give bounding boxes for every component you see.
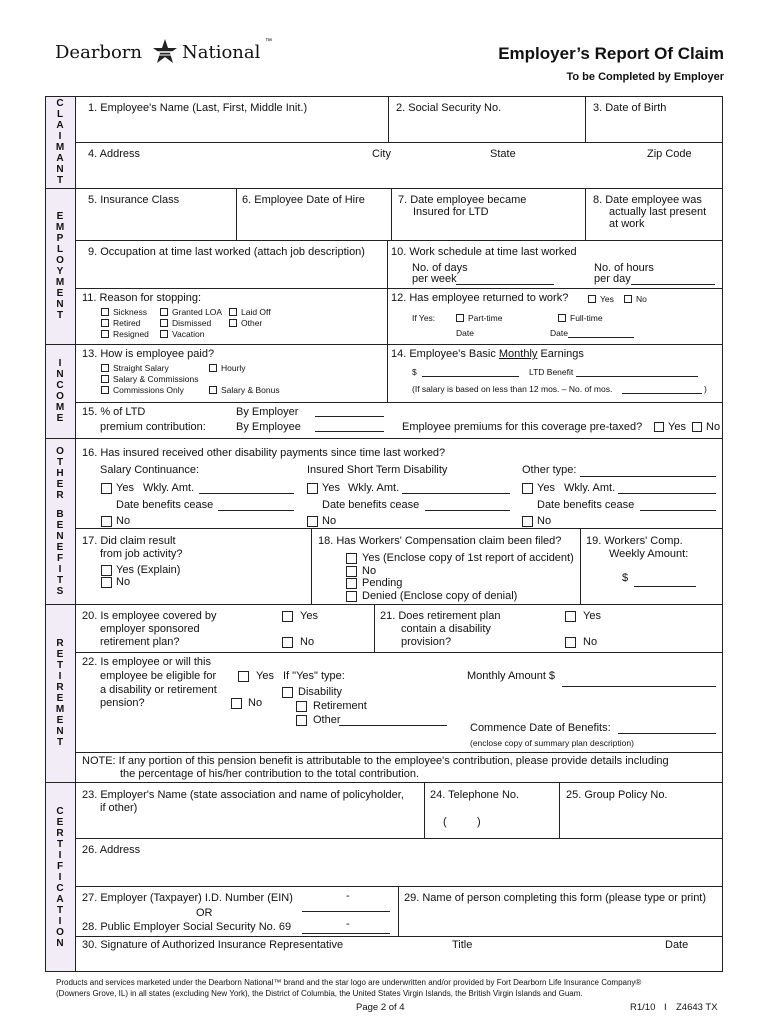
label-monthly-amount: Monthly Amount $: [467, 670, 556, 682]
label-other-wkly: Wkly. Amt.: [564, 482, 616, 494]
field-cert-address[interactable]: 26. Address: [82, 844, 141, 856]
input-hours-line[interactable]: [631, 284, 715, 285]
label-retired: Retired: [113, 318, 141, 328]
field-pension-eligible-c: a disability or retirement: [100, 684, 217, 696]
label-part-time-date: Date: [456, 328, 474, 338]
logo-text-right: National: [182, 42, 261, 63]
field-last-present-c: at work: [609, 218, 645, 230]
checkbox-salary-cont-yes[interactable]: [101, 483, 112, 494]
label-wc-no: No: [362, 565, 377, 577]
label-disability-provision-no: No: [583, 636, 598, 648]
field-disability-provision-b: contain a disability: [401, 623, 491, 635]
label-salary-continuance: Salary Continuance:: [100, 464, 200, 476]
footer-revision: R1/10: [630, 1002, 656, 1013]
label-days-a: No. of days: [412, 262, 468, 274]
checkbox-other-yes[interactable]: [522, 483, 533, 494]
field-workers-comp-filed: 18. Has Workers' Compensation claim been filed?: [318, 535, 562, 547]
field-ssn[interactable]: 2. Social Security No.: [396, 102, 502, 114]
label-hourly: Hourly: [221, 363, 246, 373]
label-commissions-only: Commissions Only: [113, 385, 184, 395]
label-std-yes: Yes: [322, 482, 340, 494]
input-salary-cont-cease[interactable]: [218, 510, 294, 511]
label-wc-denied: Denied (Enclose copy of denial): [362, 590, 518, 602]
field-date-of-birth[interactable]: 3. Date of Birth: [593, 102, 667, 114]
field-claim-job-activity-a: 17. Did claim result: [82, 535, 176, 547]
label-pension-no: No: [248, 697, 263, 709]
checkbox-vacation[interactable]: [160, 330, 168, 338]
label-commence-date: Commence Date of Benefits:: [470, 722, 611, 734]
label-hours-b: per day: [594, 273, 631, 285]
label-wc-dollar: $: [622, 572, 629, 584]
field-retirement-plan-b: employer sponsored: [100, 623, 200, 635]
field-retirement-plan-a: 20. Is employee covered by: [82, 610, 217, 622]
input-commence-date[interactable]: [618, 733, 716, 734]
field-claim-job-activity-b: from job activity?: [100, 548, 183, 560]
field-employer-name-b: if other): [100, 802, 138, 814]
input-earnings[interactable]: [422, 376, 519, 377]
checkbox-hourly[interactable]: [209, 364, 217, 372]
checkbox-salary-commissions[interactable]: [101, 375, 109, 383]
checkbox-wc-no[interactable]: [346, 566, 357, 577]
footer-form-number: Z4643 TX: [676, 1002, 718, 1013]
input-wc-weekly[interactable]: [634, 586, 696, 587]
field-last-present-b: actually last present: [609, 206, 707, 218]
checkbox-type-disability[interactable]: [282, 687, 293, 698]
checkbox-wc-yes[interactable]: [346, 553, 357, 564]
input-by-employer[interactable]: [315, 416, 384, 417]
field-disability-provision-c: provision?: [401, 636, 452, 648]
checkbox-granted-loa[interactable]: [160, 308, 168, 316]
label-salary-cont-yes: Yes: [116, 482, 134, 494]
checkbox-wc-pending[interactable]: [346, 578, 357, 589]
footer-disclaimer-2: (Downers Grove, IL) in all states (excluding New York), the District of Columbia, the United States Virgin Islands, the British Virgin Islands and Guam.: [56, 989, 583, 998]
input-std-wkly[interactable]: [402, 493, 510, 494]
label-other-cease: Date benefits cease: [537, 499, 635, 511]
checkbox-job-activity-yes[interactable]: [101, 565, 112, 576]
label-paren-close: ): [477, 816, 481, 828]
label-granted-loa: Granted LOA: [172, 307, 223, 317]
field-occupation[interactable]: 9. Occupation at time last worked (attach job description): [88, 246, 365, 258]
field-disability-provision-a: 21. Does retirement plan: [380, 610, 501, 622]
logo-trademark: ™: [265, 38, 272, 45]
section-label-employment: E M P L O Y M E N T: [55, 211, 65, 321]
checkbox-salary-cont-no[interactable]: [101, 516, 112, 527]
label-ltd-benefit: LTD Benefit: [529, 367, 574, 377]
star-logo-icon: [152, 38, 178, 66]
label-other-yes: Yes: [537, 482, 555, 494]
label-dismissed: Dismissed: [172, 318, 212, 328]
label-disability-provision-yes: Yes: [583, 610, 601, 622]
input-by-employee[interactable]: [315, 431, 384, 432]
label-less-12-close: ): [704, 384, 707, 394]
checkbox-std-no[interactable]: [307, 516, 318, 527]
label-other-type: Other type:: [522, 464, 577, 476]
checkbox-sickness[interactable]: [101, 308, 109, 316]
label-if-yes: If Yes:: [412, 313, 436, 323]
checkbox-retirement-plan-yes[interactable]: [282, 611, 293, 622]
field-wc-weekly-b: Weekly Amount:: [609, 548, 689, 560]
note-line-2: the percentage of his/her contribution to the total contribution.: [120, 768, 420, 780]
label-pretaxed: Employee premiums for this coverage pre-taxed?: [402, 421, 643, 433]
input-std-cease[interactable]: [425, 510, 510, 511]
label-other-no: No: [537, 515, 552, 527]
input-no-months[interactable]: [622, 393, 702, 394]
label-state: State: [490, 148, 516, 160]
checkbox-job-activity-no[interactable]: [101, 577, 112, 588]
input-other-cease[interactable]: [640, 510, 716, 511]
input-days-line[interactable]: [456, 284, 554, 285]
label-enclose-summary: (enclose copy of summary plan description): [470, 738, 634, 748]
checkbox-other-reason[interactable]: [229, 319, 237, 327]
checkbox-resigned[interactable]: [101, 330, 109, 338]
label-job-activity-no: No: [116, 576, 131, 588]
field-returned-to-work: 12. Has employee returned to work?: [391, 292, 569, 304]
logo: [55, 38, 285, 68]
label-std-wkly: Wkly. Amt.: [348, 482, 400, 494]
label-part-time: Part-time: [468, 313, 503, 323]
label-job-activity-yes: Yes (Explain): [116, 564, 181, 576]
checkbox-pension-no[interactable]: [231, 698, 242, 709]
checkbox-std-yes[interactable]: [307, 483, 318, 494]
checkbox-pretaxed-yes[interactable]: [654, 422, 664, 432]
footer-separator: I: [664, 1002, 667, 1013]
label-by-employer: By Employer: [236, 406, 299, 418]
checkbox-full-time[interactable]: [558, 314, 566, 322]
label-sig-date: Date: [665, 939, 689, 951]
label-salary-cont-cease: Date benefits cease: [116, 499, 214, 511]
input-monthly-amount[interactable]: [562, 686, 716, 687]
section-label-retirement: R E T I R E M E N T: [55, 638, 65, 748]
input-type-other[interactable]: [339, 725, 447, 726]
label-vacation: Vacation: [172, 329, 205, 339]
footer-disclaimer-1: Products and services marketed under the Dearborn National™ brand and the star logo are underwritten and/or provided by Fort Dearborn Life Insurance Company®: [56, 978, 642, 987]
label-other-reason: Other: [241, 318, 263, 328]
input-other-wkly[interactable]: [618, 493, 716, 494]
input-ein[interactable]: [302, 911, 390, 912]
label-earnings-dollar: $: [412, 367, 417, 377]
field-how-paid: 13. How is employee paid?: [82, 348, 215, 360]
label-retirement-plan-no: No: [300, 636, 315, 648]
checkbox-laid-off[interactable]: [229, 308, 237, 316]
field-pension-eligible-b: employee be eligible for: [100, 670, 217, 682]
label-by-employee: By Employee: [236, 421, 301, 433]
checkbox-disability-provision-yes[interactable]: [565, 611, 576, 622]
label-or: OR: [196, 907, 213, 919]
input-other-type[interactable]: [580, 476, 716, 477]
field-ltd-contribution-a: 15. % of LTD: [82, 406, 146, 418]
field-signature[interactable]: 30. Signature of Authorized Insurance Representative: [82, 939, 344, 951]
field-employer-name-a[interactable]: 23. Employer's Name (state association and name of policyholder,: [82, 789, 404, 801]
label-resigned: Resigned: [113, 329, 149, 339]
label-city: City: [372, 148, 391, 160]
checkbox-salary-bonus[interactable]: [209, 386, 217, 394]
label-full-time: Full-time: [570, 313, 603, 323]
checkbox-returned-yes[interactable]: [588, 295, 596, 303]
section-label-other-benefits: O T H E R B E N E F I T S: [56, 445, 64, 597]
label-straight-salary: Straight Salary: [113, 363, 169, 373]
label-ein-dash: -: [346, 890, 350, 902]
checkbox-type-other[interactable]: [296, 715, 307, 726]
label-std-no: No: [322, 515, 337, 527]
checkbox-part-time[interactable]: [456, 314, 464, 322]
field-ein: 27. Employer (Taxpayer) I.D. Number (EIN): [82, 892, 293, 904]
label-returned-no: No: [636, 294, 647, 304]
checkbox-retired[interactable]: [101, 319, 109, 327]
label-wc-pending: Pending: [362, 577, 403, 589]
checkbox-disability-provision-no[interactable]: [565, 637, 576, 648]
label-retirement-plan-yes: Yes: [300, 610, 318, 622]
label-type-disability: Disability: [298, 686, 343, 698]
field-telephone[interactable]: 24. Telephone No.: [430, 789, 520, 801]
label-salary-commissions: Salary & Commissions: [113, 374, 199, 384]
input-ltd-benefit[interactable]: [576, 376, 698, 377]
checkbox-commissions-only[interactable]: [101, 386, 109, 394]
label-ssn-dash: -: [346, 918, 350, 930]
field-address[interactable]: 4. Address: [88, 148, 140, 160]
checkbox-other-no[interactable]: [522, 516, 533, 527]
label-laid-off: Laid Off: [241, 307, 271, 317]
field-basic-earnings: 14. Employee's Basic Monthly Earnings: [391, 348, 584, 360]
field-date-insured-a[interactable]: 7. Date employee became: [398, 194, 527, 206]
label-salary-cont-wkly: Wkly. Amt.: [143, 482, 195, 494]
field-pension-eligible-d: pension?: [100, 697, 145, 709]
section-label-income: I N C O M E: [55, 358, 65, 424]
field-pension-eligible-a: 22. Is employee or will this: [82, 656, 211, 668]
label-wc-yes: Yes (Enclose copy of 1st report of accident): [362, 552, 574, 564]
label-salary-bonus: Salary & Bonus: [221, 385, 280, 395]
field-reason-stopping: 11. Reason for stopping:: [82, 292, 202, 304]
field-person-completing[interactable]: 29. Name of person completing this form (please type or print): [404, 892, 707, 904]
form-subtitle: To be Completed by Employer: [566, 71, 724, 83]
checkbox-straight-salary[interactable]: [101, 364, 109, 372]
checkbox-returned-no[interactable]: [624, 295, 632, 303]
field-date-of-hire[interactable]: 6. Employee Date of Hire: [242, 194, 365, 206]
field-retirement-plan-c: retirement plan?: [100, 636, 180, 648]
checkbox-dismissed[interactable]: [160, 319, 168, 327]
label-pretaxed-yes: Yes: [668, 421, 686, 433]
checkbox-type-retirement[interactable]: [296, 701, 307, 712]
logo-text-left: Dearborn: [55, 42, 142, 63]
field-public-employer-ssn: 28. Public Employer Social Security No. 69: [82, 921, 292, 933]
form-title: Employer’s Report Of Claim: [498, 44, 724, 63]
section-label-certification: C E R T I F I C A T I O N: [56, 805, 64, 949]
footer-page-number: Page 2 of 4: [356, 1002, 405, 1013]
label-full-time-date: Date: [550, 328, 568, 338]
field-ltd-contribution-b: premium contribution:: [100, 421, 206, 433]
note-line-1: NOTE: If any portion of this pension benefit is attributable to the employee's contribution, please provide details including: [82, 755, 669, 767]
label-salary-cont-no: No: [116, 515, 131, 527]
input-full-time-date[interactable]: [568, 337, 634, 338]
label-returned-yes: Yes: [600, 294, 614, 304]
label-pretaxed-no: No: [706, 421, 721, 433]
field-wc-weekly-a: 19. Workers' Comp.: [586, 535, 683, 547]
checkbox-retirement-plan-no[interactable]: [282, 637, 293, 648]
label-sickness: Sickness: [113, 307, 148, 317]
checkbox-pension-yes[interactable]: [238, 671, 249, 682]
label-hours-a: No. of hours: [594, 262, 654, 274]
label-paren-open: (: [443, 816, 447, 828]
label-type-other: Other: [313, 714, 341, 726]
section-label-claimant: C L A I M A N T: [55, 98, 65, 186]
field-work-schedule: 10. Work schedule at time last worked: [391, 246, 577, 258]
label-std-cease: Date benefits cease: [322, 499, 420, 511]
field-other-disability: 16. Has insured received other disability payments since time last worked?: [82, 447, 446, 459]
input-salary-cont-wkly[interactable]: [199, 493, 294, 494]
label-if-yes-type: If "Yes" type:: [283, 670, 345, 682]
label-pension-yes: Yes: [256, 670, 274, 682]
field-employee-name[interactable]: 1. Employee's Name (Last, First, Middle Init.): [88, 102, 308, 114]
label-sig-title: Title: [452, 939, 473, 951]
label-insured-std: Insured Short Term Disability: [307, 464, 448, 476]
label-zip: Zip Code: [647, 148, 692, 160]
input-public-ssn[interactable]: [302, 933, 390, 934]
checkbox-pretaxed-no[interactable]: [692, 422, 702, 432]
field-date-insured-b: Insured for LTD: [413, 206, 489, 218]
field-last-present-a[interactable]: 8. Date employee was: [593, 194, 702, 206]
field-insurance-class[interactable]: 5. Insurance Class: [88, 194, 180, 206]
checkbox-wc-denied[interactable]: [346, 591, 357, 602]
label-less-12-months: (If salary is based on less than 12 mos. – No. of mos.: [412, 384, 613, 394]
field-group-policy[interactable]: 25. Group Policy No.: [566, 789, 668, 801]
label-type-retirement: Retirement: [313, 700, 367, 712]
label-days-b: per week: [412, 273, 457, 285]
